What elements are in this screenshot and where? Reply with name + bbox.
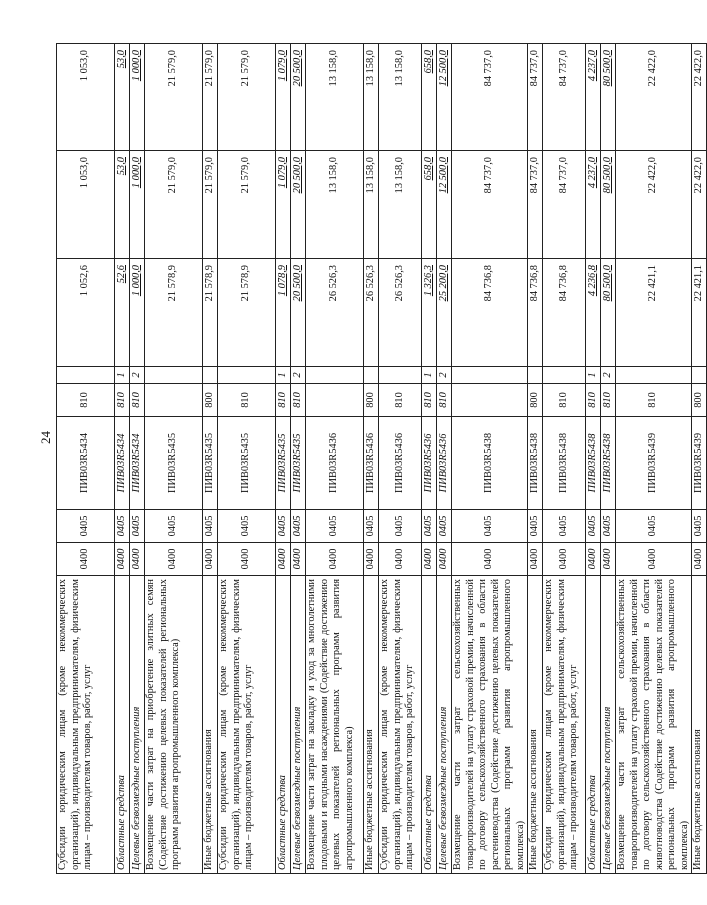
target-article-cell: ПИВ03R5435 [291, 417, 306, 510]
amount-year3-cell: 1 079,0 [276, 44, 291, 151]
row-name-cell: Иные бюджетные ассигнования [364, 576, 379, 874]
source-code-cell: 1 [586, 367, 601, 384]
amount-year3-cell: 53,0 [115, 44, 130, 151]
amount-year2-cell: 21 579,0 [145, 151, 203, 259]
table-row [145, 44, 203, 874]
target-article-cell: ПИВ03R5436 [422, 417, 437, 510]
section-code-cell: 0400 [130, 543, 145, 576]
section-code-cell: 0400 [57, 543, 115, 576]
subsection-code-cell: 0405 [145, 510, 203, 543]
target-article-cell: ПИВ03R5436 [379, 417, 422, 510]
amount-year3-cell: 84 737,0 [452, 44, 528, 151]
section-code-cell: 0400 [452, 543, 528, 576]
subsection-code-cell: 0405 [364, 510, 379, 543]
table-row [601, 44, 616, 874]
target-article-cell: ПИВ03R5438 [528, 417, 543, 510]
amount-year2-cell: 658,0 [422, 151, 437, 259]
amount-year1-cell: 21 578,9 [203, 259, 218, 367]
subsection-code-cell: 0405 [306, 510, 364, 543]
subsection-code-cell: 0405 [203, 510, 218, 543]
source-code-cell [379, 367, 422, 384]
amount-year1-cell: 22 421,1 [692, 259, 707, 367]
amount-year1-cell: 20 500,0 [291, 259, 306, 367]
target-article-cell: ПИВ03R5436 [364, 417, 379, 510]
source-code-cell: 1 [422, 367, 437, 384]
amount-year1-cell: 1 000,0 [130, 259, 145, 367]
section-code-cell: 0400 [692, 543, 707, 576]
target-article-cell: ПИВ03R5438 [452, 417, 528, 510]
row-name-cell: Субсидии юридическим лицам (кроме некоммерческих организаций), индивидуальным предпринимателям, физическим лицам – производителям товаров, работ, услуг [57, 576, 115, 874]
target-article-cell: ПИВ03R5439 [692, 417, 707, 510]
row-name-cell: Целевые безвозмездные поступления [601, 576, 616, 874]
source-code-cell [452, 367, 528, 384]
target-article-cell: ПИВ03R5435 [276, 417, 291, 510]
subsection-code-cell: 0405 [291, 510, 306, 543]
target-article-cell: ПИВ03R5435 [145, 417, 203, 510]
amount-year2-cell: 21 579,0 [218, 151, 276, 259]
amount-year2-cell: 13 158,0 [379, 151, 422, 259]
source-code-cell [364, 367, 379, 384]
expense-type-cell [306, 384, 364, 417]
subsection-code-cell: 0405 [218, 510, 276, 543]
section-code-cell: 0400 [543, 543, 586, 576]
section-code-cell: 0400 [218, 543, 276, 576]
table-row [543, 44, 586, 874]
section-code-cell: 0400 [528, 543, 543, 576]
amount-year3-cell: 13 158,0 [379, 44, 422, 151]
table-row [57, 44, 115, 874]
table-row [586, 44, 601, 874]
target-article-cell: ПИВ03R5434 [115, 417, 130, 510]
table-row [291, 44, 306, 874]
expense-type-cell: 800 [203, 384, 218, 417]
target-article-cell: ПИВ03R5436 [437, 417, 452, 510]
expense-type-cell: 800 [364, 384, 379, 417]
subsection-code-cell: 0405 [130, 510, 145, 543]
expense-type-cell: 810 [601, 384, 616, 417]
section-code-cell: 0400 [115, 543, 130, 576]
amount-year1-cell: 21 578,9 [218, 259, 276, 367]
amount-year2-cell: 1 079,0 [276, 151, 291, 259]
section-code-cell: 0400 [291, 543, 306, 576]
section-code-cell: 0400 [422, 543, 437, 576]
budget-table-container [56, 44, 704, 874]
subsection-code-cell: 0405 [57, 510, 115, 543]
amount-year3-cell: 13 158,0 [364, 44, 379, 151]
target-article-cell: ПИВ03R5439 [616, 417, 692, 510]
amount-year3-cell: 21 579,0 [203, 44, 218, 151]
table-row [437, 44, 452, 874]
source-code-cell [218, 367, 276, 384]
amount-year2-cell: 84 737,0 [452, 151, 528, 259]
source-code-cell [692, 367, 707, 384]
amount-year1-cell: 25 200,0 [437, 259, 452, 367]
amount-year1-cell: 26 526,3 [379, 259, 422, 367]
source-code-cell [57, 367, 115, 384]
row-name-cell: Иные бюджетные ассигнования [203, 576, 218, 874]
source-code-cell: 1 [115, 367, 130, 384]
row-name-cell: Иные бюджетные ассигнования [528, 576, 543, 874]
amount-year3-cell: 80 500,0 [601, 44, 616, 151]
amount-year2-cell: 84 737,0 [543, 151, 586, 259]
row-name-cell: Областные средства [115, 576, 130, 874]
section-code-cell: 0400 [437, 543, 452, 576]
row-name-cell: Возмещение части затрат сельскохозяйственных товаропроизводителей на уплату страховой премии, начисленной по договору сельскохозяйственного страхования в области животноводства (Содействие достижению целевых показателей региональных программ развития агропромышленного комплекса) [616, 576, 692, 874]
amount-year1-cell: 84 736,8 [528, 259, 543, 367]
expense-type-cell: 810 [218, 384, 276, 417]
subsection-code-cell: 0405 [422, 510, 437, 543]
row-name-cell: Возмещение части затрат на закладку и уход за многолетними плодовыми и ягодными насаждениями (Содействие достижению целевых показателей региональных программ развития агропромышленного комплекса) [306, 576, 364, 874]
source-code-cell [145, 367, 203, 384]
amount-year3-cell: 1 000,0 [130, 44, 145, 151]
amount-year1-cell: 21 578,9 [145, 259, 203, 367]
amount-year1-cell: 1 078,9 [276, 259, 291, 367]
table-row [203, 44, 218, 874]
target-article-cell: ПИВ03R5436 [306, 417, 364, 510]
table-body [57, 44, 707, 874]
row-name-cell: Целевые безвозмездные поступления [291, 576, 306, 874]
amount-year3-cell: 4 237,0 [586, 44, 601, 151]
expense-type-cell: 810 [276, 384, 291, 417]
subsection-code-cell: 0405 [528, 510, 543, 543]
amount-year1-cell: 84 736,8 [543, 259, 586, 367]
amount-year3-cell: 84 737,0 [543, 44, 586, 151]
amount-year3-cell: 12 500,0 [437, 44, 452, 151]
subsection-code-cell: 0405 [616, 510, 692, 543]
subsection-code-cell: 0405 [586, 510, 601, 543]
target-article-cell: ПИВ03R5434 [57, 417, 115, 510]
target-article-cell: ПИВ03R5438 [586, 417, 601, 510]
table-row [306, 44, 364, 874]
row-name-cell: Областные средства [276, 576, 291, 874]
section-code-cell: 0400 [203, 543, 218, 576]
amount-year2-cell: 13 158,0 [364, 151, 379, 259]
expense-type-cell: 810 [379, 384, 422, 417]
subsection-code-cell: 0405 [379, 510, 422, 543]
amount-year1-cell: 52,6 [115, 259, 130, 367]
table-row [379, 44, 422, 874]
row-name-cell: Возмещение части затрат на приобретение элитных семян (Содействие достижению целевых показателей региональных программ развития агропромышленного комплекса) [145, 576, 203, 874]
expense-type-cell: 810 [130, 384, 145, 417]
amount-year1-cell: 26 526,3 [364, 259, 379, 367]
target-article-cell: ПИВ03R5435 [203, 417, 218, 510]
expense-type-cell [145, 384, 203, 417]
amount-year2-cell: 22 422,0 [616, 151, 692, 259]
expense-type-cell: 810 [291, 384, 306, 417]
amount-year3-cell: 13 158,0 [306, 44, 364, 151]
section-code-cell: 0400 [601, 543, 616, 576]
table-row [528, 44, 543, 874]
subsection-code-cell: 0405 [437, 510, 452, 543]
amount-year2-cell: 13 158,0 [306, 151, 364, 259]
amount-year3-cell: 658,0 [422, 44, 437, 151]
table-row [276, 44, 291, 874]
target-article-cell: ПИВ03R5434 [130, 417, 145, 510]
row-name-cell: Областные средства [422, 576, 437, 874]
amount-year3-cell: 22 422,0 [692, 44, 707, 151]
amount-year3-cell: 22 422,0 [616, 44, 692, 151]
amount-year2-cell: 20 500,0 [291, 151, 306, 259]
amount-year2-cell: 1 000,0 [130, 151, 145, 259]
row-name-cell: Возмещение части затрат сельскохозяйственных товаропроизводителей на уплату страховой премии, начисленной по договору сельскохозяйственного страхования в области растениеводства (Содействие достижению целевых показателей региональных программ развития агропромышленного комплекса) [452, 576, 528, 874]
source-code-cell: 2 [601, 367, 616, 384]
section-code-cell: 0400 [276, 543, 291, 576]
row-name-cell: Субсидии юридическим лицам (кроме некоммерческих организаций), индивидуальным предпринимателям, физическим лицам – производителям товаров, работ, услуг [218, 576, 276, 874]
amount-year3-cell: 1 053,0 [57, 44, 115, 151]
expense-type-cell: 810 [586, 384, 601, 417]
page-number: 24 [38, 431, 53, 444]
source-code-cell [306, 367, 364, 384]
subsection-code-cell: 0405 [115, 510, 130, 543]
expense-type-cell: 800 [692, 384, 707, 417]
section-code-cell: 0400 [586, 543, 601, 576]
amount-year1-cell: 4 236,8 [586, 259, 601, 367]
amount-year3-cell: 21 579,0 [145, 44, 203, 151]
target-article-cell: ПИВ03R5435 [218, 417, 276, 510]
section-code-cell: 0400 [145, 543, 203, 576]
amount-year2-cell: 1 053,0 [57, 151, 115, 259]
expense-type-cell: 810 [616, 384, 692, 417]
amount-year3-cell: 21 579,0 [218, 44, 276, 151]
amount-year1-cell: 80 500,0 [601, 259, 616, 367]
amount-year1-cell: 26 526,3 [306, 259, 364, 367]
amount-year2-cell: 12 500,0 [437, 151, 452, 259]
amount-year2-cell: 21 579,0 [203, 151, 218, 259]
amount-year3-cell: 20 500,0 [291, 44, 306, 151]
row-name-cell: Субсидии юридическим лицам (кроме некоммерческих организаций), индивидуальным предпринимателям, физическим лицам – производителям товаров, работ, услуг [379, 576, 422, 874]
source-code-cell [203, 367, 218, 384]
source-code-cell [528, 367, 543, 384]
subsection-code-cell: 0405 [276, 510, 291, 543]
amount-year1-cell: 1 326,3 [422, 259, 437, 367]
expense-type-cell [452, 384, 528, 417]
source-code-cell: 2 [291, 367, 306, 384]
amount-year2-cell: 84 737,0 [528, 151, 543, 259]
expense-type-cell: 810 [543, 384, 586, 417]
row-name-cell: Целевые безвозмездные поступления [437, 576, 452, 874]
table-row [692, 44, 707, 874]
target-article-cell: ПИВ03R5438 [543, 417, 586, 510]
amount-year1-cell: 84 736,8 [452, 259, 528, 367]
amount-year2-cell: 80 500,0 [601, 151, 616, 259]
row-name-cell: Областные средства [586, 576, 601, 874]
table-row [130, 44, 145, 874]
budget-table [56, 43, 707, 874]
expense-type-cell: 800 [528, 384, 543, 417]
source-code-cell [616, 367, 692, 384]
subsection-code-cell: 0405 [543, 510, 586, 543]
row-name-cell: Иные бюджетные ассигнования [692, 576, 707, 874]
expense-type-cell: 810 [437, 384, 452, 417]
table-row [422, 44, 437, 874]
table-row [616, 44, 692, 874]
source-code-cell: 1 [276, 367, 291, 384]
expense-type-cell: 810 [422, 384, 437, 417]
subsection-code-cell: 0405 [601, 510, 616, 543]
expense-type-cell: 810 [115, 384, 130, 417]
table-row [218, 44, 276, 874]
amount-year3-cell: 84 737,0 [528, 44, 543, 151]
amount-year1-cell: 22 421,1 [616, 259, 692, 367]
section-code-cell: 0400 [364, 543, 379, 576]
subsection-code-cell: 0405 [692, 510, 707, 543]
row-name-cell: Целевые безвозмездные поступления [130, 576, 145, 874]
amount-year2-cell: 4 237,0 [586, 151, 601, 259]
amount-year2-cell: 22 422,0 [692, 151, 707, 259]
section-code-cell: 0400 [306, 543, 364, 576]
source-code-cell: 2 [130, 367, 145, 384]
table-row [364, 44, 379, 874]
expense-type-cell: 810 [57, 384, 115, 417]
section-code-cell: 0400 [379, 543, 422, 576]
table-row [115, 44, 130, 874]
source-code-cell [543, 367, 586, 384]
source-code-cell: 2 [437, 367, 452, 384]
row-name-cell: Субсидии юридическим лицам (кроме некоммерческих организаций), индивидуальным предпринимателям, физическим лицам – производителям товаров, работ, услуг [543, 576, 586, 874]
section-code-cell: 0400 [616, 543, 692, 576]
amount-year2-cell: 53,0 [115, 151, 130, 259]
subsection-code-cell: 0405 [452, 510, 528, 543]
target-article-cell: ПИВ03R5438 [601, 417, 616, 510]
amount-year1-cell: 1 052,6 [57, 259, 115, 367]
table-row [452, 44, 528, 874]
